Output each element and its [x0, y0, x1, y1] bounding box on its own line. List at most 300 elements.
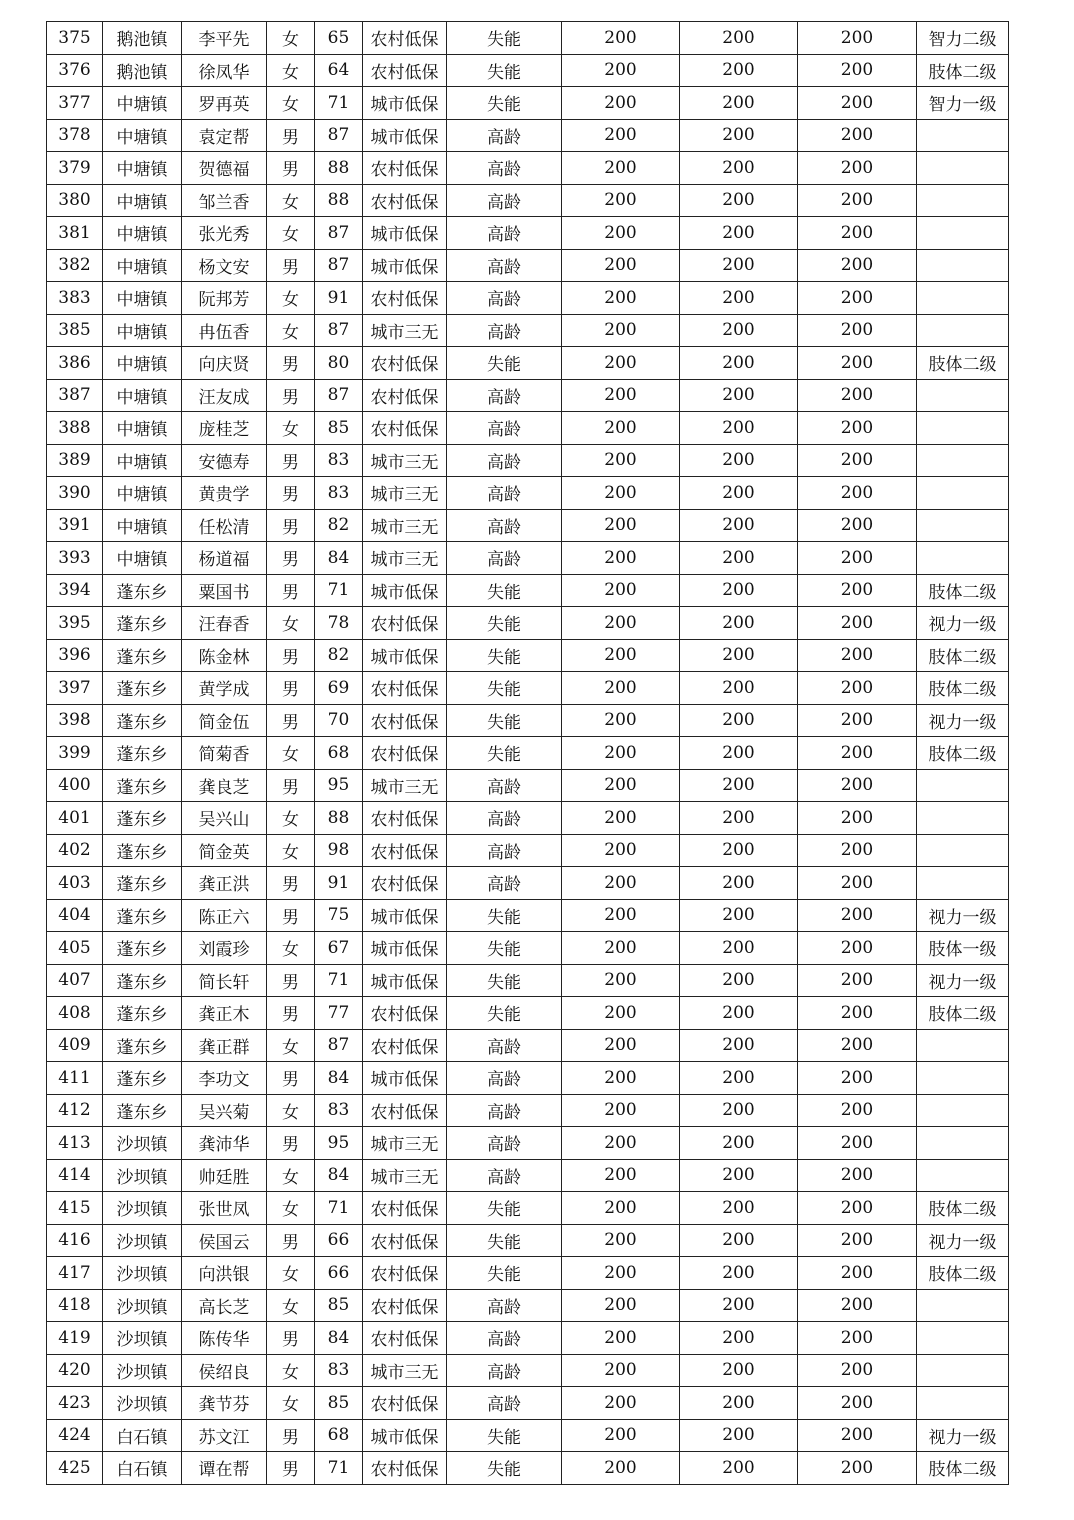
cell-gender: 男 [267, 964, 315, 997]
cell-age: 66 [315, 1257, 363, 1290]
cell-name: 吴兴山 [182, 802, 267, 835]
cell-category: 城市低保 [363, 639, 447, 672]
cell-subsidy-c: 200 [798, 672, 917, 705]
cell-name: 刘霞珍 [182, 932, 267, 965]
table-row [47, 444, 1009, 477]
cell-seq-no: 391 [47, 509, 103, 542]
cell-township: 鹅池镇 [103, 54, 182, 87]
cell-age: 70 [315, 704, 363, 737]
cell-disability-grade [917, 249, 1009, 282]
cell-type: 失能 [447, 1452, 562, 1485]
cell-subsidy-b: 200 [680, 22, 798, 55]
cell-subsidy-a: 200 [562, 1127, 680, 1160]
cell-seq-no: 417 [47, 1257, 103, 1290]
cell-disability-grade [917, 509, 1009, 542]
cell-disability-grade: 视力一级 [917, 1224, 1009, 1257]
cell-disability-grade: 肢体二级 [917, 1192, 1009, 1225]
cell-seq-no: 404 [47, 899, 103, 932]
cell-category: 城市低保 [363, 1062, 447, 1095]
table-row [47, 1224, 1009, 1257]
cell-subsidy-a: 200 [562, 314, 680, 347]
cell-type: 失能 [447, 1257, 562, 1290]
cell-type: 失能 [447, 1419, 562, 1452]
cell-age: 85 [315, 1387, 363, 1420]
cell-type: 高龄 [447, 509, 562, 542]
cell-category: 城市三无 [363, 444, 447, 477]
cell-township: 沙坝镇 [103, 1289, 182, 1322]
cell-subsidy-b: 200 [680, 997, 798, 1030]
cell-subsidy-c: 200 [798, 997, 917, 1030]
cell-category: 农村低保 [363, 1452, 447, 1485]
cell-category: 城市低保 [363, 249, 447, 282]
cell-township: 中塘镇 [103, 249, 182, 282]
cell-type: 高龄 [447, 444, 562, 477]
cell-subsidy-b: 200 [680, 1257, 798, 1290]
table-row [47, 217, 1009, 250]
cell-subsidy-b: 200 [680, 282, 798, 315]
table-row [47, 607, 1009, 640]
cell-age: 87 [315, 119, 363, 152]
cell-age: 83 [315, 444, 363, 477]
cell-name: 杨文安 [182, 249, 267, 282]
cell-seq-no: 425 [47, 1452, 103, 1485]
cell-township: 中塘镇 [103, 509, 182, 542]
cell-seq-no: 423 [47, 1387, 103, 1420]
cell-gender: 男 [267, 542, 315, 575]
cell-subsidy-a: 200 [562, 997, 680, 1030]
cell-seq-no: 390 [47, 477, 103, 510]
cell-category: 城市低保 [363, 87, 447, 120]
cell-disability-grade: 肢体二级 [917, 1452, 1009, 1485]
table-row [47, 802, 1009, 835]
cell-subsidy-c: 200 [798, 1257, 917, 1290]
cell-name: 龚正群 [182, 1029, 267, 1062]
cell-name: 高长芝 [182, 1289, 267, 1322]
table-row [47, 119, 1009, 152]
cell-disability-grade: 肢体二级 [917, 54, 1009, 87]
cell-township: 蓬东乡 [103, 802, 182, 835]
cell-type: 失能 [447, 607, 562, 640]
cell-subsidy-c: 200 [798, 1354, 917, 1387]
cell-type: 高龄 [447, 867, 562, 900]
cell-subsidy-a: 200 [562, 1094, 680, 1127]
cell-name: 黄贵学 [182, 477, 267, 510]
cell-subsidy-a: 200 [562, 769, 680, 802]
cell-category: 农村低保 [363, 607, 447, 640]
cell-subsidy-c: 200 [798, 54, 917, 87]
cell-subsidy-c: 200 [798, 1224, 917, 1257]
cell-age: 98 [315, 834, 363, 867]
cell-seq-no: 398 [47, 704, 103, 737]
cell-township: 蓬东乡 [103, 704, 182, 737]
cell-subsidy-a: 200 [562, 22, 680, 55]
cell-seq-no: 397 [47, 672, 103, 705]
cell-gender: 女 [267, 834, 315, 867]
cell-name: 汪春香 [182, 607, 267, 640]
cell-subsidy-c: 200 [798, 87, 917, 120]
cell-seq-no: 403 [47, 867, 103, 900]
table-row [47, 412, 1009, 445]
cell-name: 陈金林 [182, 639, 267, 672]
cell-disability-grade [917, 802, 1009, 835]
cell-gender: 女 [267, 737, 315, 770]
cell-subsidy-b: 200 [680, 119, 798, 152]
cell-seq-no: 401 [47, 802, 103, 835]
cell-subsidy-b: 200 [680, 899, 798, 932]
cell-age: 84 [315, 542, 363, 575]
cell-subsidy-a: 200 [562, 1354, 680, 1387]
cell-category: 农村低保 [363, 379, 447, 412]
cell-age: 87 [315, 249, 363, 282]
cell-township: 沙坝镇 [103, 1127, 182, 1160]
cell-township: 蓬东乡 [103, 867, 182, 900]
table-row [47, 1452, 1009, 1485]
cell-category: 城市三无 [363, 477, 447, 510]
cell-subsidy-c: 200 [798, 347, 917, 380]
cell-type: 高龄 [447, 282, 562, 315]
cell-disability-grade [917, 217, 1009, 250]
cell-subsidy-a: 200 [562, 1419, 680, 1452]
table-row [47, 639, 1009, 672]
cell-subsidy-a: 200 [562, 899, 680, 932]
cell-age: 75 [315, 899, 363, 932]
cell-gender: 男 [267, 509, 315, 542]
cell-age: 83 [315, 1354, 363, 1387]
cell-category: 农村低保 [363, 1387, 447, 1420]
cell-gender: 女 [267, 1257, 315, 1290]
cell-category: 农村低保 [363, 54, 447, 87]
cell-subsidy-c: 200 [798, 867, 917, 900]
cell-subsidy-a: 200 [562, 249, 680, 282]
cell-age: 87 [315, 379, 363, 412]
cell-seq-no: 418 [47, 1289, 103, 1322]
cell-seq-no: 415 [47, 1192, 103, 1225]
cell-subsidy-a: 200 [562, 1159, 680, 1192]
cell-subsidy-c: 200 [798, 184, 917, 217]
cell-name: 侯绍良 [182, 1354, 267, 1387]
table-row [47, 997, 1009, 1030]
cell-category: 农村低保 [363, 152, 447, 185]
cell-subsidy-b: 200 [680, 1354, 798, 1387]
cell-gender: 男 [267, 152, 315, 185]
cell-disability-grade: 肢体一级 [917, 932, 1009, 965]
cell-type: 高龄 [447, 217, 562, 250]
cell-subsidy-a: 200 [562, 542, 680, 575]
cell-type: 失能 [447, 1224, 562, 1257]
cell-subsidy-b: 200 [680, 184, 798, 217]
cell-subsidy-a: 200 [562, 54, 680, 87]
cell-category: 农村低保 [363, 1192, 447, 1225]
cell-type: 高龄 [447, 249, 562, 282]
cell-disability-grade [917, 379, 1009, 412]
cell-type: 失能 [447, 347, 562, 380]
table-row [47, 184, 1009, 217]
cell-name: 张世凤 [182, 1192, 267, 1225]
cell-subsidy-c: 200 [798, 152, 917, 185]
cell-category: 农村低保 [363, 737, 447, 770]
cell-subsidy-b: 200 [680, 964, 798, 997]
cell-disability-grade: 智力一级 [917, 87, 1009, 120]
cell-seq-no: 416 [47, 1224, 103, 1257]
cell-seq-no: 379 [47, 152, 103, 185]
cell-seq-no: 375 [47, 22, 103, 55]
cell-gender: 男 [267, 477, 315, 510]
cell-name: 侯国云 [182, 1224, 267, 1257]
cell-township: 蓬东乡 [103, 932, 182, 965]
cell-subsidy-b: 200 [680, 249, 798, 282]
cell-gender: 男 [267, 379, 315, 412]
cell-subsidy-b: 200 [680, 574, 798, 607]
cell-name: 阮邦芳 [182, 282, 267, 315]
cell-name: 简金英 [182, 834, 267, 867]
cell-subsidy-c: 200 [798, 542, 917, 575]
cell-subsidy-a: 200 [562, 412, 680, 445]
cell-age: 71 [315, 964, 363, 997]
cell-subsidy-c: 200 [798, 412, 917, 445]
cell-township: 沙坝镇 [103, 1224, 182, 1257]
cell-subsidy-c: 200 [798, 1159, 917, 1192]
cell-gender: 女 [267, 1029, 315, 1062]
cell-disability-grade: 视力一级 [917, 607, 1009, 640]
table-row [47, 1289, 1009, 1322]
cell-subsidy-b: 200 [680, 444, 798, 477]
cell-township: 中塘镇 [103, 282, 182, 315]
table-row [47, 737, 1009, 770]
cell-subsidy-c: 200 [798, 899, 917, 932]
cell-disability-grade [917, 1127, 1009, 1160]
cell-age: 65 [315, 22, 363, 55]
cell-name: 龚正洪 [182, 867, 267, 900]
cell-gender: 男 [267, 574, 315, 607]
cell-name: 龚正木 [182, 997, 267, 1030]
cell-subsidy-c: 200 [798, 639, 917, 672]
table-row [47, 347, 1009, 380]
cell-subsidy-a: 200 [562, 1029, 680, 1062]
cell-type: 失能 [447, 737, 562, 770]
table-row [47, 932, 1009, 965]
cell-category: 城市三无 [363, 1127, 447, 1160]
cell-seq-no: 407 [47, 964, 103, 997]
cell-subsidy-a: 200 [562, 1257, 680, 1290]
cell-township: 中塘镇 [103, 444, 182, 477]
cell-subsidy-b: 200 [680, 54, 798, 87]
cell-subsidy-b: 200 [680, 509, 798, 542]
cell-subsidy-c: 200 [798, 1289, 917, 1322]
cell-seq-no: 399 [47, 737, 103, 770]
cell-type: 失能 [447, 22, 562, 55]
cell-age: 87 [315, 1029, 363, 1062]
cell-subsidy-b: 200 [680, 347, 798, 380]
cell-category: 农村低保 [363, 834, 447, 867]
cell-type: 失能 [447, 964, 562, 997]
cell-subsidy-b: 200 [680, 834, 798, 867]
cell-subsidy-c: 200 [798, 444, 917, 477]
cell-type: 高龄 [447, 184, 562, 217]
cell-township: 蓬东乡 [103, 964, 182, 997]
cell-type: 高龄 [447, 1159, 562, 1192]
cell-subsidy-c: 200 [798, 119, 917, 152]
cell-category: 城市三无 [363, 1159, 447, 1192]
cell-disability-grade [917, 542, 1009, 575]
cell-gender: 女 [267, 217, 315, 250]
cell-subsidy-a: 200 [562, 184, 680, 217]
cell-disability-grade: 肢体二级 [917, 1257, 1009, 1290]
cell-type: 失能 [447, 932, 562, 965]
cell-township: 蓬东乡 [103, 737, 182, 770]
table-row [47, 1192, 1009, 1225]
cell-subsidy-c: 200 [798, 1094, 917, 1127]
cell-seq-no: 402 [47, 834, 103, 867]
cell-disability-grade [917, 1159, 1009, 1192]
cell-age: 71 [315, 1192, 363, 1225]
table-row [47, 1062, 1009, 1095]
cell-subsidy-b: 200 [680, 607, 798, 640]
cell-gender: 男 [267, 119, 315, 152]
cell-subsidy-a: 200 [562, 607, 680, 640]
cell-name: 简菊香 [182, 737, 267, 770]
cell-gender: 女 [267, 1159, 315, 1192]
cell-disability-grade [917, 769, 1009, 802]
cell-type: 失能 [447, 672, 562, 705]
cell-township: 蓬东乡 [103, 1094, 182, 1127]
cell-type: 高龄 [447, 119, 562, 152]
cell-subsidy-a: 200 [562, 347, 680, 380]
cell-gender: 男 [267, 769, 315, 802]
cell-subsidy-b: 200 [680, 672, 798, 705]
cell-subsidy-b: 200 [680, 639, 798, 672]
cell-subsidy-c: 200 [798, 769, 917, 802]
cell-subsidy-c: 200 [798, 704, 917, 737]
cell-age: 71 [315, 87, 363, 120]
cell-disability-grade: 肢体二级 [917, 574, 1009, 607]
cell-subsidy-b: 200 [680, 1224, 798, 1257]
cell-seq-no: 386 [47, 347, 103, 380]
cell-category: 农村低保 [363, 997, 447, 1030]
cell-age: 71 [315, 1452, 363, 1485]
cell-seq-no: 405 [47, 932, 103, 965]
cell-name: 袁定帮 [182, 119, 267, 152]
cell-subsidy-a: 200 [562, 1387, 680, 1420]
cell-name: 徐凤华 [182, 54, 267, 87]
cell-type: 高龄 [447, 1062, 562, 1095]
cell-subsidy-c: 200 [798, 379, 917, 412]
cell-subsidy-a: 200 [562, 509, 680, 542]
cell-category: 城市低保 [363, 1419, 447, 1452]
cell-township: 沙坝镇 [103, 1159, 182, 1192]
cell-age: 88 [315, 184, 363, 217]
cell-disability-grade: 视力一级 [917, 704, 1009, 737]
cell-type: 高龄 [447, 412, 562, 445]
cell-township: 蓬东乡 [103, 639, 182, 672]
cell-age: 82 [315, 639, 363, 672]
cell-subsidy-b: 200 [680, 314, 798, 347]
cell-type: 高龄 [447, 1094, 562, 1127]
cell-subsidy-a: 200 [562, 1322, 680, 1355]
cell-disability-grade [917, 867, 1009, 900]
cell-township: 蓬东乡 [103, 1029, 182, 1062]
cell-township: 中塘镇 [103, 217, 182, 250]
cell-subsidy-c: 200 [798, 1387, 917, 1420]
cell-subsidy-b: 200 [680, 802, 798, 835]
cell-category: 城市低保 [363, 964, 447, 997]
cell-category: 城市低保 [363, 119, 447, 152]
cell-subsidy-b: 200 [680, 1192, 798, 1225]
cell-gender: 女 [267, 54, 315, 87]
cell-age: 91 [315, 867, 363, 900]
table-row [47, 834, 1009, 867]
cell-subsidy-b: 200 [680, 1127, 798, 1160]
cell-gender: 男 [267, 1452, 315, 1485]
cell-gender: 男 [267, 899, 315, 932]
cell-gender: 女 [267, 1192, 315, 1225]
cell-age: 84 [315, 1062, 363, 1095]
cell-disability-grade: 视力一级 [917, 964, 1009, 997]
cell-subsidy-b: 200 [680, 1094, 798, 1127]
cell-category: 农村低保 [363, 282, 447, 315]
cell-township: 沙坝镇 [103, 1387, 182, 1420]
cell-subsidy-b: 200 [680, 769, 798, 802]
cell-subsidy-a: 200 [562, 282, 680, 315]
cell-township: 蓬东乡 [103, 997, 182, 1030]
cell-township: 蓬东乡 [103, 834, 182, 867]
cell-name: 杨道福 [182, 542, 267, 575]
cell-type: 高龄 [447, 834, 562, 867]
cell-township: 中塘镇 [103, 152, 182, 185]
cell-age: 87 [315, 314, 363, 347]
table-row [47, 1387, 1009, 1420]
cell-age: 69 [315, 672, 363, 705]
cell-township: 沙坝镇 [103, 1257, 182, 1290]
cell-subsidy-a: 200 [562, 477, 680, 510]
cell-disability-grade: 视力一级 [917, 1419, 1009, 1452]
cell-subsidy-c: 200 [798, 477, 917, 510]
cell-subsidy-a: 200 [562, 444, 680, 477]
cell-category: 农村低保 [363, 412, 447, 445]
cell-type: 高龄 [447, 1387, 562, 1420]
cell-disability-grade: 肢体二级 [917, 672, 1009, 705]
cell-subsidy-c: 200 [798, 1452, 917, 1485]
cell-name: 向庆贤 [182, 347, 267, 380]
cell-type: 失能 [447, 997, 562, 1030]
cell-name: 张光秀 [182, 217, 267, 250]
cell-seq-no: 377 [47, 87, 103, 120]
cell-subsidy-c: 200 [798, 509, 917, 542]
cell-category: 城市三无 [363, 314, 447, 347]
table-row [47, 509, 1009, 542]
cell-type: 高龄 [447, 542, 562, 575]
cell-disability-grade [917, 152, 1009, 185]
cell-township: 蓬东乡 [103, 607, 182, 640]
cell-age: 83 [315, 477, 363, 510]
cell-subsidy-c: 200 [798, 834, 917, 867]
cell-seq-no: 378 [47, 119, 103, 152]
cell-subsidy-c: 200 [798, 964, 917, 997]
cell-gender: 男 [267, 1224, 315, 1257]
table-row [47, 22, 1009, 55]
cell-subsidy-a: 200 [562, 867, 680, 900]
cell-subsidy-b: 200 [680, 1452, 798, 1485]
cell-age: 87 [315, 217, 363, 250]
beneficiary-table [46, 21, 1009, 1485]
cell-category: 城市三无 [363, 509, 447, 542]
cell-seq-no: 395 [47, 607, 103, 640]
cell-township: 蓬东乡 [103, 1062, 182, 1095]
cell-subsidy-c: 200 [798, 607, 917, 640]
cell-type: 高龄 [447, 314, 562, 347]
cell-seq-no: 383 [47, 282, 103, 315]
cell-category: 农村低保 [363, 704, 447, 737]
cell-seq-no: 393 [47, 542, 103, 575]
